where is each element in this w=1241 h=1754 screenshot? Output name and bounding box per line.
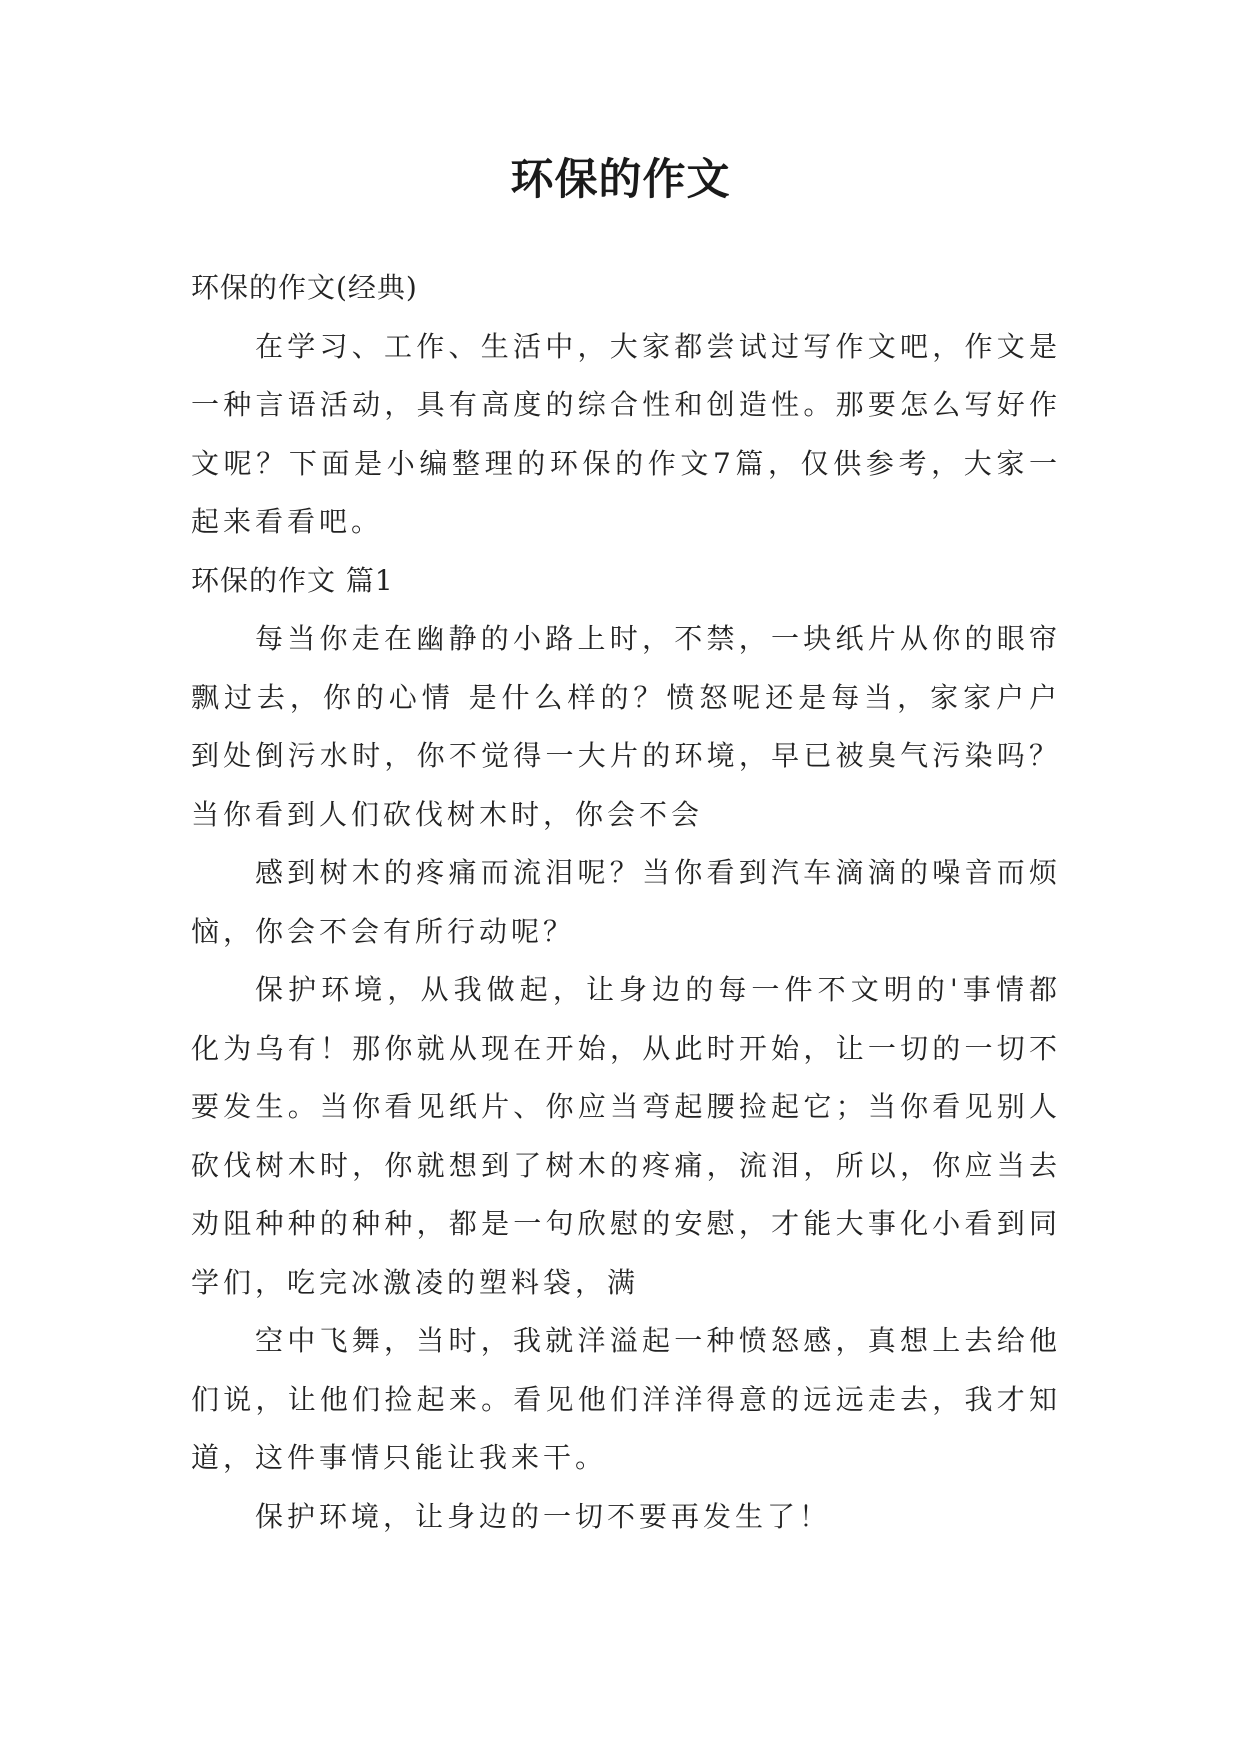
body-paragraph: 每当你走在幽静的小路上时，不禁，一块纸片从你的眼帘飘过去，你的心情 是什么样的？愤怒呢还是每当，家家户户到处倒污水时，你不觉得一大片的环境，早已被臭气污染吗？当你看到人们砍伐树木时，你会不会 [191, 622, 1061, 831]
body-paragraph: 保护环境，让身边的一切不要再发生了！ [255, 1499, 832, 1533]
body-paragraph: 感到树木的疼痛而流泪呢？当你看到汽车滴滴的噪音而烦恼，你会不会有所行动呢？ [191, 856, 1061, 948]
document-body [191, 259, 1061, 1546]
intro-paragraph: 在学习、工作、生活中，大家都尝试过写作文吧，作文是一种言语活动，具有高度的综合性和创造性。那要怎么写好作文呢？下面是小编整理的环保的作文7篇，仅供参考，大家一起来看看吧。 [191, 329, 1061, 538]
document-subtitle: 环保的作文(经典) [191, 271, 418, 304]
body-paragraph: 空中飞舞，当时，我就洋溢起一种愤怒感，真想上去给他们说，让他们捡起来。看见他们洋洋得意的远远走去，我才知道，这件事情只能让我来干。 [191, 1324, 1061, 1474]
section-heading: 环保的作文 篇1 [191, 563, 394, 597]
document-title: 环保的作文 [510, 155, 731, 205]
body-paragraph: 保护环境，从我做起，让身边的每一件不文明的'事情都化为乌有！那你就从现在开始，从此时开始，让一切的一切不要发生。当你看见纸片、你应当弯起腰捡起它；当你看见别人砍伐树木时，你就想到了树木的疼痛，流泪，所以，你应当去劝阻种种的种种，都是一句欣慰的安慰，才能大事化小看到同学们，吃完冰激凌的塑料袋，满 [191, 973, 1061, 1299]
